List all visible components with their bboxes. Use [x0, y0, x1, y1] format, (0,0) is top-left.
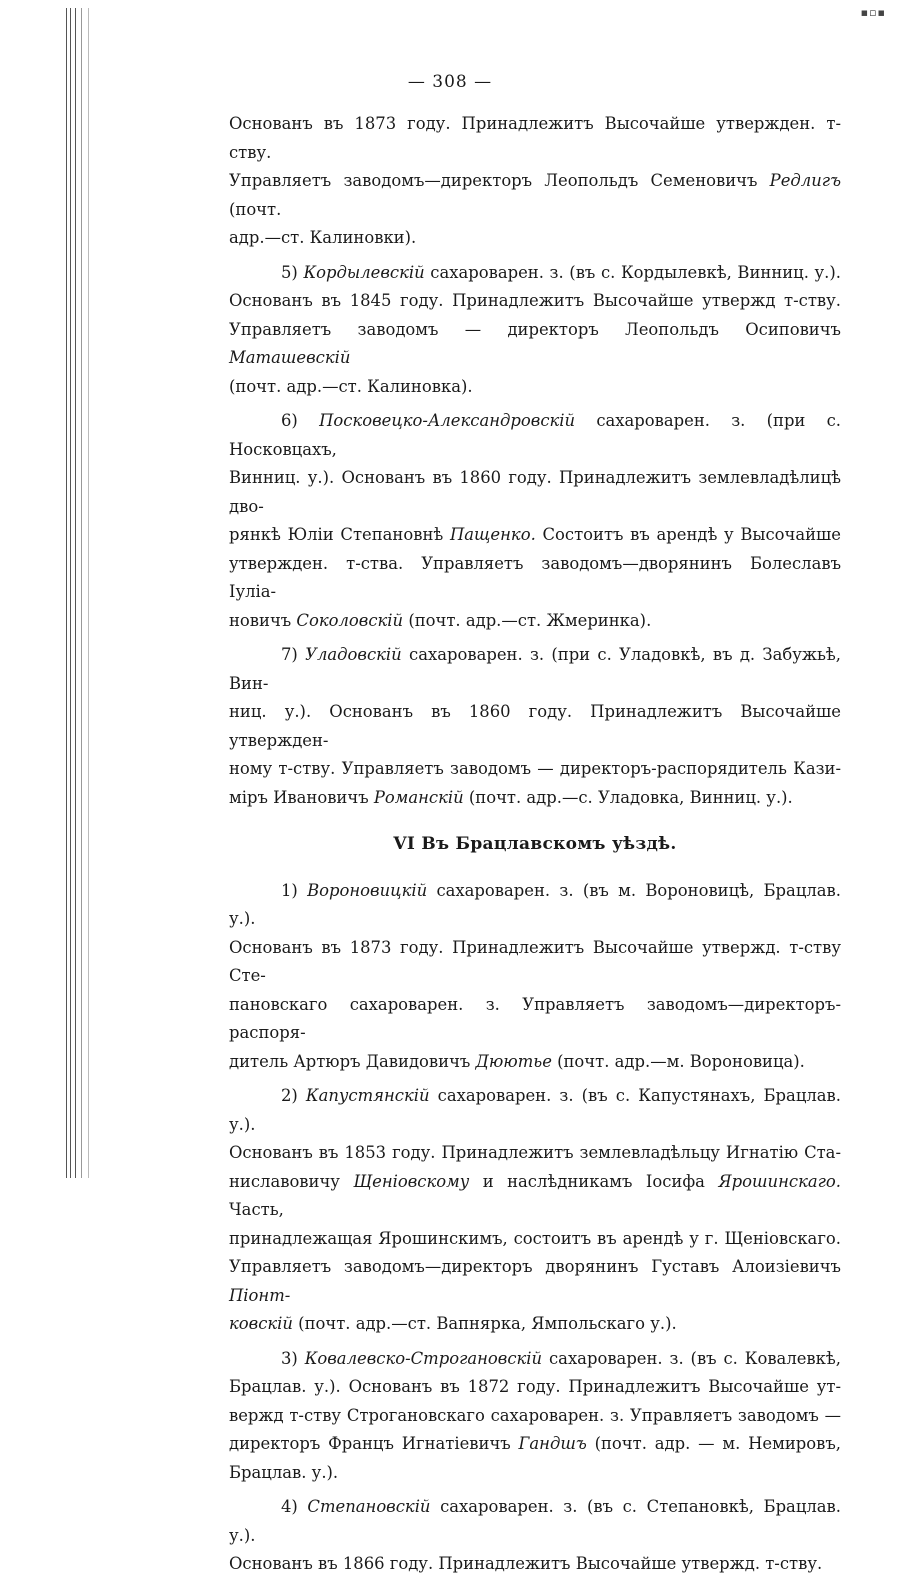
italic-name: Степановскій — [307, 1497, 431, 1516]
text-line — [229, 550, 841, 607]
text-line — [229, 641, 841, 698]
text-line — [229, 784, 841, 813]
italic-name: Уладовскій — [305, 645, 402, 664]
text-run: сахароварен. з. (въ с. Кордылевкѣ, Винниц. у.). — [424, 262, 841, 282]
italic-name: Маташевскій — [229, 348, 351, 367]
text-line — [229, 407, 841, 464]
text-run: сахароварен. з. (въ с. Степановкѣ, Брацлав. у.). — [229, 1497, 841, 1545]
text-line — [229, 1345, 841, 1374]
binding-edge — [66, 8, 106, 1178]
italic-name: Піонт- — [229, 1285, 291, 1305]
italic-name: Гандшъ — [518, 1434, 587, 1453]
text-line — [229, 1402, 841, 1431]
text-run: утвержден. т-ства. Управляетъ заводомъ—дворянинъ Болеславъ Іуліа- — [229, 553, 841, 601]
text-run: рянкѣ Юліи Степановнѣ — [229, 525, 450, 544]
text-run: Основанъ въ 1853 году. Принадлежитъ землевладѣльцу Игнатію Ста- — [229, 1143, 841, 1162]
text-run: (почт. адр.—м. Вороновица). — [551, 1051, 805, 1071]
italic-name: Кордылевскій — [303, 262, 425, 282]
italic-name: Ярошинскаго. — [718, 1171, 841, 1191]
text-run: ному т-ству. Управляетъ заводомъ — директоръ-распорядитель Кази- — [229, 759, 841, 778]
text-run: (почт. адр.—ст. Калиновка). — [229, 376, 473, 396]
text-run: Основанъ въ 1845 году. Принадлежитъ Высочайше утвержд т-ству. — [229, 291, 841, 310]
text-run: 7) — [281, 645, 306, 664]
entries-top — [229, 110, 841, 812]
text-line — [229, 1310, 841, 1339]
text-line — [229, 464, 841, 521]
text-line — [229, 1493, 841, 1550]
text-run: Часть, — [229, 1200, 284, 1219]
text-run: вержд т-ству Строгановскаго сахароварен. з. Управляетъ заводомъ — — [229, 1405, 841, 1425]
italic-name: Соколовскій — [296, 610, 404, 630]
text-line — [229, 1253, 841, 1310]
text-run: 4) — [281, 1497, 308, 1516]
text-line — [229, 934, 841, 991]
text-line — [229, 877, 841, 934]
text-line — [229, 1048, 841, 1077]
text-run: адр.—ст. Калиновки). — [229, 228, 417, 247]
text-line — [229, 991, 841, 1048]
text-run: 5) — [281, 262, 304, 282]
text-run: Винниц. у.). Основанъ въ 1860 году. Принадлежитъ землевладѣлицѣ дво- — [229, 468, 841, 516]
text-run: Брацлав. у.). Основанъ въ 1872 году. Принадлежитъ Высочайше ут- — [229, 1377, 841, 1396]
text-run: новичъ — [229, 610, 297, 630]
text-line — [229, 1459, 841, 1488]
text-run: Управляетъ заводомъ — директоръ Леопольдъ Осиповичъ — [229, 319, 841, 339]
text-run: (почт. адр. — м. Немировъ, — [586, 1434, 841, 1453]
text-run: міръ Ивановичъ — [229, 787, 374, 807]
italic-name: Романскій — [373, 787, 464, 807]
text-run: (почт. адр.—ст. Жмеринка). — [403, 610, 652, 630]
text-line — [229, 316, 841, 373]
text-run: Основанъ въ 1873 году. Принадлежитъ Высочайше утвержден. т-ству. — [229, 114, 841, 162]
text-run: 1) — [281, 880, 308, 900]
text-run: ниц. у.). Основанъ въ 1860 году. Принадлежитъ Высочайше утвержден- — [229, 702, 841, 750]
text-run: (почт. адр.—ст. Вапнярка, Ямпольскаго у.). — [292, 1314, 677, 1333]
section-heading: VI Въ Брацлавскомъ уѣздѣ. — [393, 834, 677, 854]
text-run: принадлежащая Ярошинскимъ, состоитъ въ арендѣ у г. Щеніовскаго. — [229, 1228, 841, 1248]
italic-name: Вороновицкій — [307, 880, 428, 900]
italic-name: Капустянскій — [305, 1086, 430, 1105]
text-line — [229, 698, 841, 755]
text-run: 6) — [281, 411, 320, 430]
page-body — [229, 110, 841, 1579]
text-line — [229, 287, 841, 316]
text-run: пановскаго сахароварен. з. Управляетъ заводомъ—директоръ-распоря- — [229, 994, 841, 1042]
text-line — [229, 224, 841, 253]
text-line — [229, 259, 841, 288]
page-number: — 308 — — [407, 72, 493, 92]
text-run: дитель Артюръ Давидовичъ — [229, 1051, 476, 1071]
text-line — [229, 607, 841, 636]
text-run: Управляетъ заводомъ—директоръ Леопольдъ Семеновичъ — [229, 171, 770, 190]
italic-name: ковскій — [229, 1314, 293, 1333]
text-line — [229, 521, 841, 550]
text-run: директоръ Францъ Игнатіевичъ — [229, 1434, 519, 1453]
text-run: сахароварен. з. (при с. Носковцахъ, — [229, 411, 841, 459]
text-run: сахароварен. з. (въ с. Капустянахъ, Брацлав. у.). — [229, 1086, 841, 1134]
italic-name: Пащенко. — [449, 525, 536, 544]
text-run: сахароварен. з. (въ м. Вороновицѣ, Брацлав. у.). — [229, 880, 841, 928]
text-line — [229, 1082, 841, 1139]
text-run: Состоитъ въ арендѣ у Высочайше — [535, 525, 841, 544]
text-run: Управляетъ заводомъ—директоръ дворянинъ Густавъ Алоизіевичъ — [229, 1257, 841, 1276]
text-run: сахароварен. з. (въ с. Ковалевкѣ, — [542, 1348, 841, 1368]
text-run: 3) — [281, 1348, 305, 1368]
text-line — [229, 1373, 841, 1402]
text-line — [229, 1168, 841, 1225]
text-line — [229, 1430, 841, 1459]
text-run: сахароварен. з. (при с. Уладовкѣ, въ д. Забужьѣ, Вин- — [229, 645, 841, 693]
text-line — [229, 1225, 841, 1254]
text-run: (почт. адр.—с. Уладовка, Винниц. у.). — [463, 787, 793, 807]
italic-name: Дюютье — [475, 1051, 552, 1071]
text-run: ниславовичу — [229, 1171, 354, 1191]
text-line — [229, 1139, 841, 1168]
text-run: 2) — [281, 1086, 306, 1105]
italic-name: Ковалевско-Строгановскій — [304, 1348, 543, 1368]
text-line — [229, 373, 841, 402]
italic-name: Редлигъ — [769, 171, 841, 190]
text-run: Основанъ въ 1866 году. Принадлежитъ Высочайше утвержд. т-ству. — [229, 1554, 823, 1573]
italic-name: Посковецко-Александровскій — [319, 411, 576, 430]
text-line — [229, 110, 841, 167]
text-run: Основанъ въ 1873 году. Принадлежитъ Высочайше утвержд. т-ству Сте- — [229, 937, 841, 985]
text-run: Брацлав. у.). — [229, 1462, 339, 1482]
entries-section — [229, 877, 841, 1579]
text-run: и наслѣдникамъ Іосифа — [469, 1171, 719, 1191]
italic-name: Щеніовскому — [353, 1171, 470, 1191]
text-line — [229, 1550, 841, 1579]
text-line — [229, 167, 841, 224]
text-line — [229, 755, 841, 784]
corner-mark: ▪▫▪ — [860, 6, 886, 19]
text-run: (почт. — [229, 199, 282, 219]
